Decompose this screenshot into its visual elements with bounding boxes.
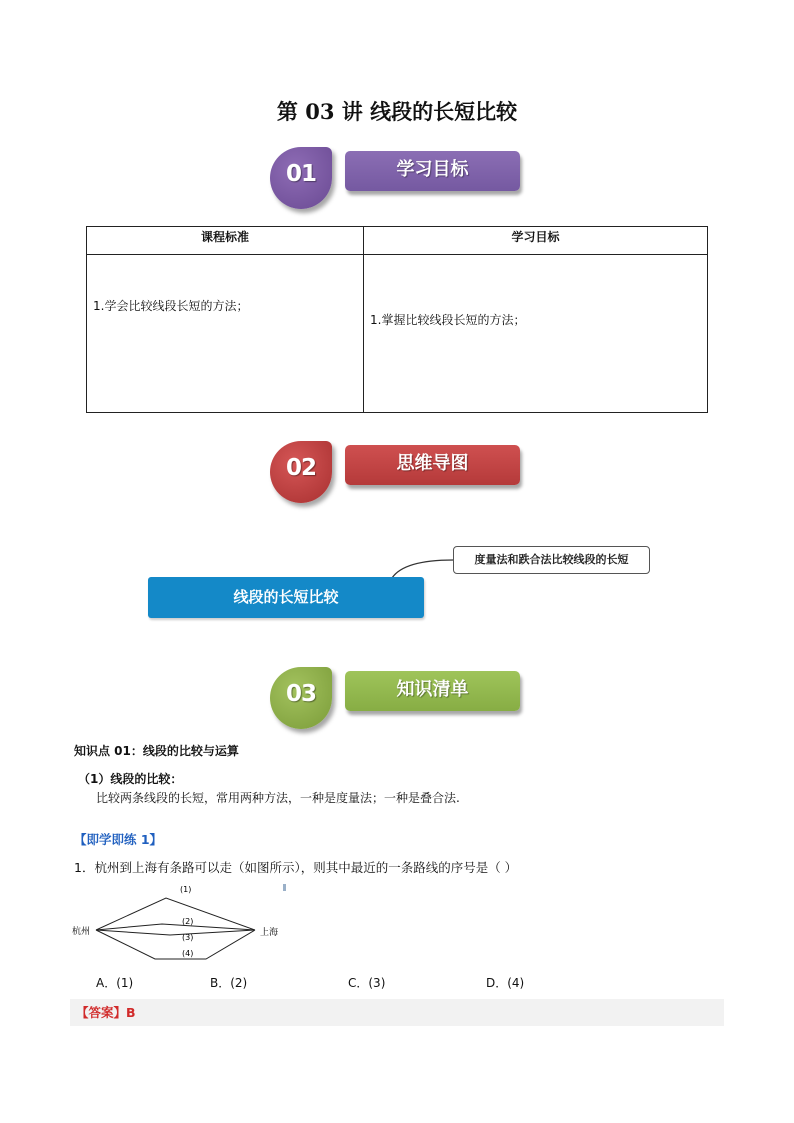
answer-value: B: [126, 1005, 136, 1020]
knowledge-point-title: 知识点 01：线段的比较与运算: [74, 744, 239, 758]
option-a: A．(1): [96, 976, 134, 990]
route-label-1: (1): [180, 885, 192, 894]
section-number: 01: [285, 161, 316, 187]
option-d: D．(4): [486, 976, 525, 990]
section-label-pill: [345, 671, 520, 711]
section-label: 知识清单: [396, 679, 469, 700]
cursor-mark: [283, 884, 286, 891]
practice-label: 【即学即练 1】: [74, 832, 163, 847]
route-label-4: (4): [182, 949, 194, 958]
route-label-3: (3): [182, 933, 194, 942]
goals-cell-standard: 1.学会比较线段长短的方法；: [93, 299, 249, 313]
mind-map-main-node: 线段的长短比较: [148, 577, 424, 618]
goals-cell-objective: 1.掌握比较线段长短的方法；: [370, 313, 526, 327]
knowledge-subtitle: （1）线段的比较：: [78, 772, 183, 786]
section-number: 02: [285, 455, 316, 481]
goals-header-standard: 课程标准: [87, 227, 363, 255]
mind-map-branch-node: 度量法和跌合法比较线段的长短: [453, 546, 650, 574]
knowledge-text: 比较两条线段的长短，常用两种方法，一种是度量法；一种是叠合法.: [96, 791, 460, 805]
route-2-line: [96, 924, 255, 930]
route-label-2: (2): [182, 917, 194, 926]
section-header-03: [270, 667, 530, 731]
answer-text: [76, 1003, 136, 1021]
section-number-badge: [270, 667, 332, 729]
right-city-label: 上海: [260, 928, 279, 938]
question-text: 1．杭州到上海有条路可以走（如图所示），则其中最近的一条路线的序号是（ ）: [74, 860, 518, 875]
section-label: 思维导图: [396, 453, 469, 474]
route-figure: [70, 878, 290, 962]
goals-header-objective: 学习目标: [364, 227, 707, 255]
answer-bar: [70, 999, 724, 1026]
section-number: 03: [285, 681, 316, 707]
route-3-line: [96, 930, 255, 935]
option-b: B．(2): [210, 976, 248, 990]
left-city-label: 杭州: [72, 927, 91, 937]
answer-label: 【答案】: [76, 1005, 127, 1020]
option-c: C．(3): [348, 976, 386, 990]
page-title: 第 03 讲 线段的长短比较: [276, 99, 518, 124]
section-label: 学习目标: [396, 159, 469, 180]
